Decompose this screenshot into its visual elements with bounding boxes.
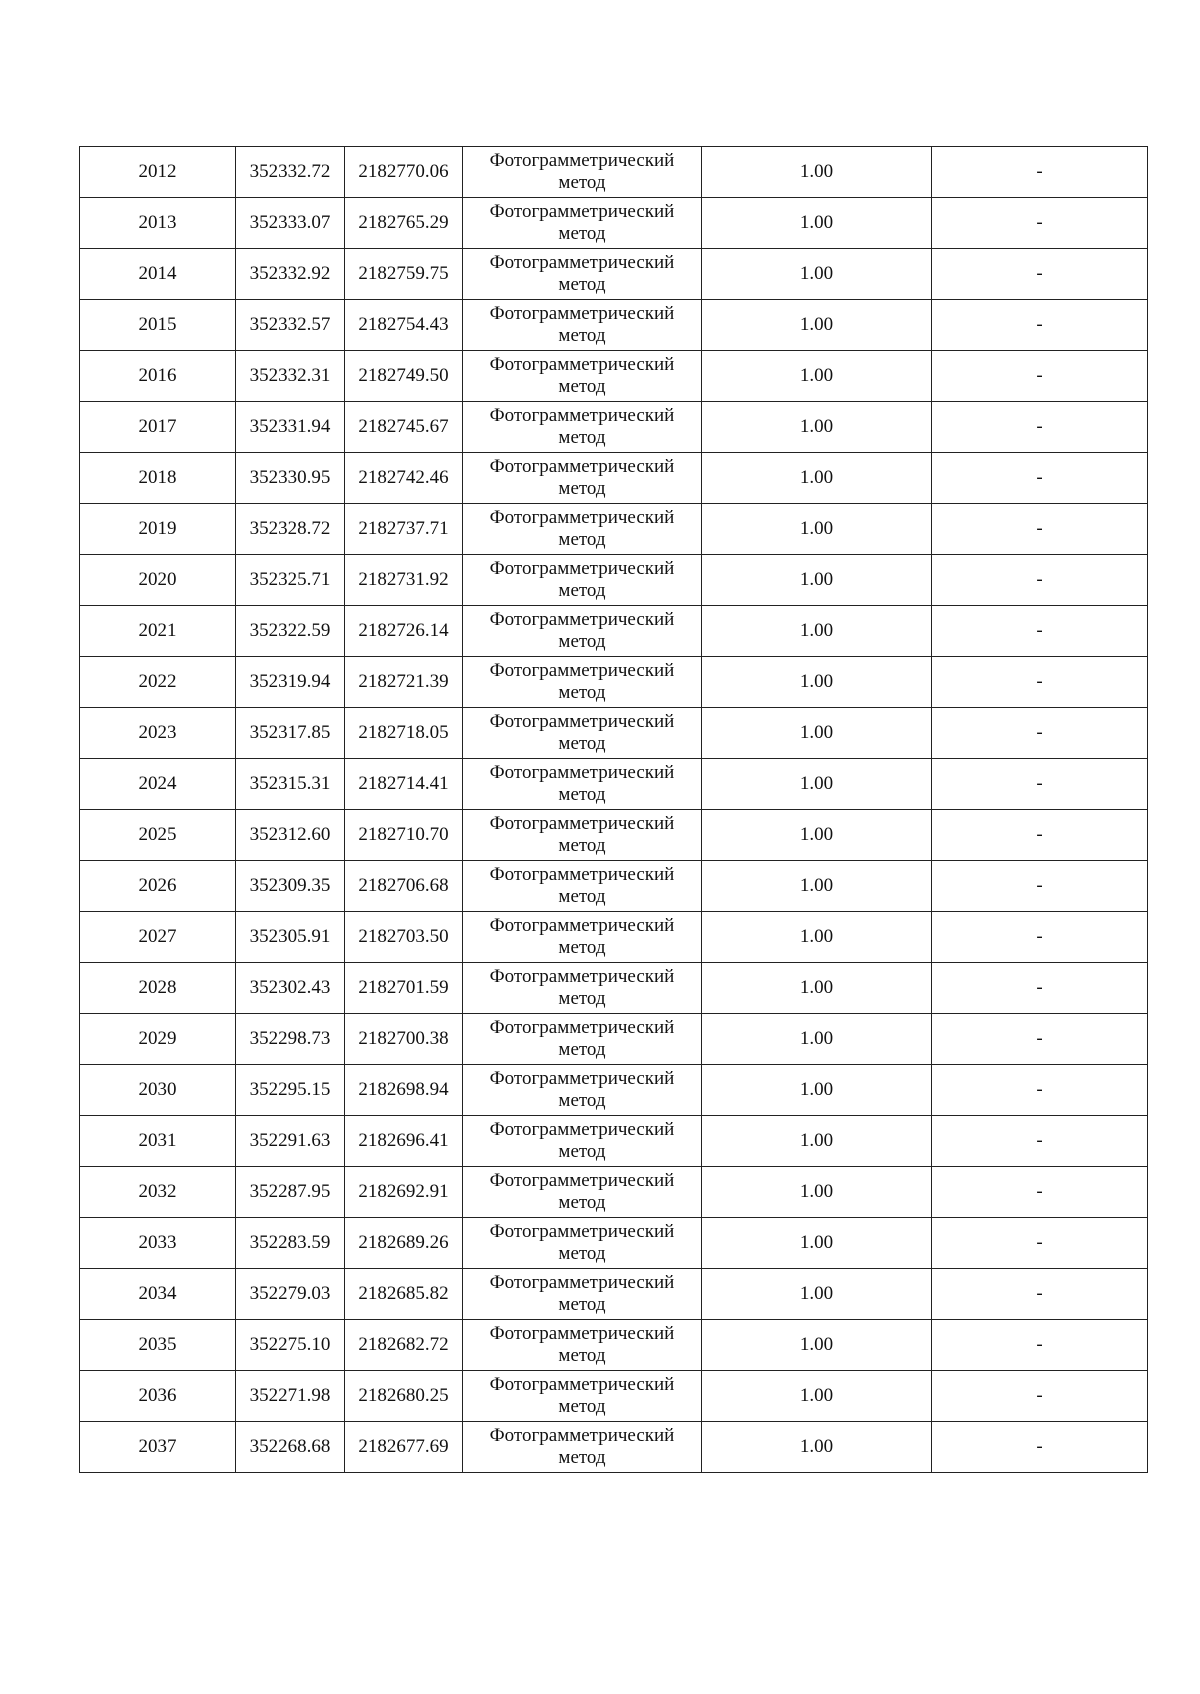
note-cell: - <box>932 963 1148 1014</box>
accuracy-cell: 1.00 <box>702 1269 932 1320</box>
method-text-line-1: Фотограмметрический <box>489 1374 675 1395</box>
note-cell: - <box>932 1218 1148 1269</box>
method-text-line-2: метод <box>558 784 606 805</box>
point-number-cell: 2029 <box>80 1014 236 1065</box>
method-text-line-2: метод <box>558 1447 606 1468</box>
x-coordinate-cell: 352302.43 <box>236 963 345 1014</box>
y-coordinate-cell: 2182703.50 <box>345 912 463 963</box>
method-cell <box>463 1269 702 1320</box>
note-cell: - <box>932 300 1148 351</box>
method-text-line-2: метод <box>558 1039 606 1060</box>
method-text-line-2: метод <box>558 223 606 244</box>
note-cell: - <box>932 1167 1148 1218</box>
method-text-line-1: Фотограмметрический <box>489 762 675 783</box>
method-text-line-2: метод <box>558 988 606 1009</box>
table-row <box>80 861 1148 912</box>
y-coordinate-cell: 2182726.14 <box>345 606 463 657</box>
point-number-cell: 2013 <box>80 198 236 249</box>
method-text-line-2: метод <box>558 325 606 346</box>
y-coordinate-cell: 2182701.59 <box>345 963 463 1014</box>
accuracy-cell: 1.00 <box>702 1422 932 1473</box>
method-text-line-2: метод <box>558 427 606 448</box>
method-text-line-2: метод <box>558 733 606 754</box>
table-row <box>80 300 1148 351</box>
y-coordinate-cell: 2182759.75 <box>345 249 463 300</box>
method-text-line-2: метод <box>558 631 606 652</box>
method-cell <box>463 300 702 351</box>
method-text-line-1: Фотограмметрический <box>489 1068 675 1089</box>
note-cell: - <box>932 198 1148 249</box>
x-coordinate-cell: 352333.07 <box>236 198 345 249</box>
method-cell <box>463 912 702 963</box>
method-text-line-1: Фотограмметрический <box>489 201 675 222</box>
method-text-line-1: Фотограмметрический <box>489 966 675 987</box>
accuracy-cell: 1.00 <box>702 1014 932 1065</box>
table-row <box>80 1218 1148 1269</box>
y-coordinate-cell: 2182749.50 <box>345 351 463 402</box>
accuracy-cell: 1.00 <box>702 1065 932 1116</box>
table-row <box>80 1065 1148 1116</box>
y-coordinate-cell: 2182689.26 <box>345 1218 463 1269</box>
note-cell: - <box>932 1320 1148 1371</box>
point-number-cell: 2032 <box>80 1167 236 1218</box>
coordinates-table <box>79 146 1148 1473</box>
table-row <box>80 147 1148 198</box>
method-cell <box>463 249 702 300</box>
accuracy-cell: 1.00 <box>702 249 932 300</box>
accuracy-cell: 1.00 <box>702 963 932 1014</box>
y-coordinate-cell: 2182765.29 <box>345 198 463 249</box>
accuracy-cell: 1.00 <box>702 606 932 657</box>
accuracy-cell: 1.00 <box>702 1116 932 1167</box>
point-number-cell: 2031 <box>80 1116 236 1167</box>
method-cell <box>463 1320 702 1371</box>
coordinates-table-body <box>80 147 1148 1473</box>
table-row <box>80 198 1148 249</box>
table-row <box>80 963 1148 1014</box>
point-number-cell: 2021 <box>80 606 236 657</box>
table-row <box>80 810 1148 861</box>
method-text-line-1: Фотограмметрический <box>489 150 675 171</box>
x-coordinate-cell: 352332.72 <box>236 147 345 198</box>
x-coordinate-cell: 352312.60 <box>236 810 345 861</box>
method-text-line-2: метод <box>558 1294 606 1315</box>
x-coordinate-cell: 352332.31 <box>236 351 345 402</box>
method-text-line-1: Фотограмметрический <box>489 456 675 477</box>
accuracy-cell: 1.00 <box>702 708 932 759</box>
table-row <box>80 1167 1148 1218</box>
method-text-line-2: метод <box>558 1345 606 1366</box>
note-cell: - <box>932 657 1148 708</box>
accuracy-cell: 1.00 <box>702 555 932 606</box>
x-coordinate-cell: 352319.94 <box>236 657 345 708</box>
x-coordinate-cell: 352268.68 <box>236 1422 345 1473</box>
table-row <box>80 759 1148 810</box>
method-text-line-1: Фотограмметрический <box>489 1119 675 1140</box>
accuracy-cell: 1.00 <box>702 1167 932 1218</box>
method-text-line-1: Фотограмметрический <box>489 711 675 732</box>
point-number-cell: 2035 <box>80 1320 236 1371</box>
note-cell: - <box>932 402 1148 453</box>
y-coordinate-cell: 2182706.68 <box>345 861 463 912</box>
accuracy-cell: 1.00 <box>702 1320 932 1371</box>
x-coordinate-cell: 352271.98 <box>236 1371 345 1422</box>
method-text-line-1: Фотограмметрический <box>489 405 675 426</box>
x-coordinate-cell: 352332.92 <box>236 249 345 300</box>
note-cell: - <box>932 708 1148 759</box>
accuracy-cell: 1.00 <box>702 657 932 708</box>
x-coordinate-cell: 352295.15 <box>236 1065 345 1116</box>
method-text-line-1: Фотограмметрический <box>489 1221 675 1242</box>
method-cell <box>463 453 702 504</box>
method-text-line-1: Фотограмметрический <box>489 864 675 885</box>
table-row <box>80 1014 1148 1065</box>
method-text-line-1: Фотограмметрический <box>489 1017 675 1038</box>
method-cell <box>463 555 702 606</box>
table-row <box>80 453 1148 504</box>
method-cell <box>463 657 702 708</box>
y-coordinate-cell: 2182677.69 <box>345 1422 463 1473</box>
x-coordinate-cell: 352305.91 <box>236 912 345 963</box>
method-cell <box>463 810 702 861</box>
y-coordinate-cell: 2182692.91 <box>345 1167 463 1218</box>
table-row <box>80 912 1148 963</box>
method-text-line-2: метод <box>558 1141 606 1162</box>
note-cell: - <box>932 1371 1148 1422</box>
note-cell: - <box>932 861 1148 912</box>
method-text-line-2: метод <box>558 1396 606 1417</box>
accuracy-cell: 1.00 <box>702 861 932 912</box>
accuracy-cell: 1.00 <box>702 504 932 555</box>
method-cell <box>463 606 702 657</box>
point-number-cell: 2036 <box>80 1371 236 1422</box>
accuracy-cell: 1.00 <box>702 759 932 810</box>
method-cell <box>463 963 702 1014</box>
x-coordinate-cell: 352317.85 <box>236 708 345 759</box>
method-text-line-2: метод <box>558 937 606 958</box>
note-cell: - <box>932 147 1148 198</box>
x-coordinate-cell: 352315.31 <box>236 759 345 810</box>
y-coordinate-cell: 2182731.92 <box>345 555 463 606</box>
method-text-line-1: Фотограмметрический <box>489 1425 675 1446</box>
method-text-line-2: метод <box>558 580 606 601</box>
note-cell: - <box>932 606 1148 657</box>
method-cell <box>463 759 702 810</box>
y-coordinate-cell: 2182770.06 <box>345 147 463 198</box>
note-cell: - <box>932 555 1148 606</box>
method-text-line-1: Фотограмметрический <box>489 915 675 936</box>
y-coordinate-cell: 2182745.67 <box>345 402 463 453</box>
y-coordinate-cell: 2182710.70 <box>345 810 463 861</box>
accuracy-cell: 1.00 <box>702 402 932 453</box>
table-row <box>80 708 1148 759</box>
x-coordinate-cell: 352328.72 <box>236 504 345 555</box>
note-cell: - <box>932 1269 1148 1320</box>
point-number-cell: 2025 <box>80 810 236 861</box>
y-coordinate-cell: 2182700.38 <box>345 1014 463 1065</box>
point-number-cell: 2012 <box>80 147 236 198</box>
method-cell <box>463 504 702 555</box>
method-text-line-2: метод <box>558 1192 606 1213</box>
x-coordinate-cell: 352298.73 <box>236 1014 345 1065</box>
method-cell <box>463 1167 702 1218</box>
method-cell <box>463 1065 702 1116</box>
method-text-line-1: Фотограмметрический <box>489 558 675 579</box>
method-text-line-1: Фотограмметрический <box>489 1272 675 1293</box>
method-text-line-2: метод <box>558 835 606 856</box>
note-cell: - <box>932 810 1148 861</box>
x-coordinate-cell: 352331.94 <box>236 402 345 453</box>
y-coordinate-cell: 2182714.41 <box>345 759 463 810</box>
method-text-line-1: Фотограмметрический <box>489 660 675 681</box>
point-number-cell: 2027 <box>80 912 236 963</box>
y-coordinate-cell: 2182737.71 <box>345 504 463 555</box>
method-cell <box>463 351 702 402</box>
point-number-cell: 2018 <box>80 453 236 504</box>
y-coordinate-cell: 2182718.05 <box>345 708 463 759</box>
method-text-line-2: метод <box>558 1090 606 1111</box>
x-coordinate-cell: 352279.03 <box>236 1269 345 1320</box>
point-number-cell: 2028 <box>80 963 236 1014</box>
method-text-line-2: метод <box>558 682 606 703</box>
table-row <box>80 1422 1148 1473</box>
method-text-line-1: Фотограмметрический <box>489 507 675 528</box>
x-coordinate-cell: 352283.59 <box>236 1218 345 1269</box>
point-number-cell: 2034 <box>80 1269 236 1320</box>
x-coordinate-cell: 352332.57 <box>236 300 345 351</box>
y-coordinate-cell: 2182742.46 <box>345 453 463 504</box>
point-number-cell: 2033 <box>80 1218 236 1269</box>
method-text-line-2: метод <box>558 478 606 499</box>
table-row <box>80 402 1148 453</box>
y-coordinate-cell: 2182754.43 <box>345 300 463 351</box>
accuracy-cell: 1.00 <box>702 810 932 861</box>
method-text-line-1: Фотограмметрический <box>489 252 675 273</box>
accuracy-cell: 1.00 <box>702 1371 932 1422</box>
table-row <box>80 606 1148 657</box>
table-row <box>80 1320 1148 1371</box>
method-text-line-1: Фотограмметрический <box>489 354 675 375</box>
y-coordinate-cell: 2182698.94 <box>345 1065 463 1116</box>
note-cell: - <box>932 1014 1148 1065</box>
method-text-line-2: метод <box>558 529 606 550</box>
point-number-cell: 2020 <box>80 555 236 606</box>
point-number-cell: 2037 <box>80 1422 236 1473</box>
point-number-cell: 2016 <box>80 351 236 402</box>
method-text-line-2: метод <box>558 172 606 193</box>
method-cell <box>463 1371 702 1422</box>
x-coordinate-cell: 352325.71 <box>236 555 345 606</box>
table-row <box>80 1116 1148 1167</box>
y-coordinate-cell: 2182696.41 <box>345 1116 463 1167</box>
method-cell <box>463 402 702 453</box>
note-cell: - <box>932 504 1148 555</box>
method-text-line-2: метод <box>558 376 606 397</box>
method-text-line-1: Фотограмметрический <box>489 1323 675 1344</box>
x-coordinate-cell: 352330.95 <box>236 453 345 504</box>
note-cell: - <box>932 912 1148 963</box>
accuracy-cell: 1.00 <box>702 300 932 351</box>
x-coordinate-cell: 352309.35 <box>236 861 345 912</box>
method-cell <box>463 198 702 249</box>
table-row <box>80 1371 1148 1422</box>
method-cell <box>463 861 702 912</box>
note-cell: - <box>932 351 1148 402</box>
y-coordinate-cell: 2182685.82 <box>345 1269 463 1320</box>
note-cell: - <box>932 1116 1148 1167</box>
note-cell: - <box>932 759 1148 810</box>
table-row <box>80 1269 1148 1320</box>
point-number-cell: 2017 <box>80 402 236 453</box>
x-coordinate-cell: 352275.10 <box>236 1320 345 1371</box>
x-coordinate-cell: 352291.63 <box>236 1116 345 1167</box>
x-coordinate-cell: 352287.95 <box>236 1167 345 1218</box>
point-number-cell: 2014 <box>80 249 236 300</box>
y-coordinate-cell: 2182721.39 <box>345 657 463 708</box>
point-number-cell: 2024 <box>80 759 236 810</box>
method-cell <box>463 1422 702 1473</box>
method-cell <box>463 1014 702 1065</box>
y-coordinate-cell: 2182680.25 <box>345 1371 463 1422</box>
method-text-line-2: метод <box>558 274 606 295</box>
method-text-line-2: метод <box>558 1243 606 1264</box>
method-cell <box>463 1218 702 1269</box>
table-row <box>80 351 1148 402</box>
point-number-cell: 2026 <box>80 861 236 912</box>
accuracy-cell: 1.00 <box>702 1218 932 1269</box>
method-text-line-1: Фотограмметрический <box>489 609 675 630</box>
point-number-cell: 2015 <box>80 300 236 351</box>
method-text-line-1: Фотограмметрический <box>489 813 675 834</box>
note-cell: - <box>932 1065 1148 1116</box>
note-cell: - <box>932 1422 1148 1473</box>
table-row <box>80 249 1148 300</box>
accuracy-cell: 1.00 <box>702 912 932 963</box>
method-text-line-2: метод <box>558 886 606 907</box>
point-number-cell: 2019 <box>80 504 236 555</box>
accuracy-cell: 1.00 <box>702 198 932 249</box>
note-cell: - <box>932 453 1148 504</box>
x-coordinate-cell: 352322.59 <box>236 606 345 657</box>
method-cell <box>463 147 702 198</box>
point-number-cell: 2022 <box>80 657 236 708</box>
accuracy-cell: 1.00 <box>702 351 932 402</box>
point-number-cell: 2023 <box>80 708 236 759</box>
y-coordinate-cell: 2182682.72 <box>345 1320 463 1371</box>
method-cell <box>463 708 702 759</box>
method-text-line-1: Фотограмметрический <box>489 1170 675 1191</box>
table-row <box>80 657 1148 708</box>
note-cell: - <box>932 249 1148 300</box>
table-row <box>80 504 1148 555</box>
table-row <box>80 555 1148 606</box>
accuracy-cell: 1.00 <box>702 147 932 198</box>
accuracy-cell: 1.00 <box>702 453 932 504</box>
point-number-cell: 2030 <box>80 1065 236 1116</box>
method-text-line-1: Фотограмметрический <box>489 303 675 324</box>
method-cell <box>463 1116 702 1167</box>
